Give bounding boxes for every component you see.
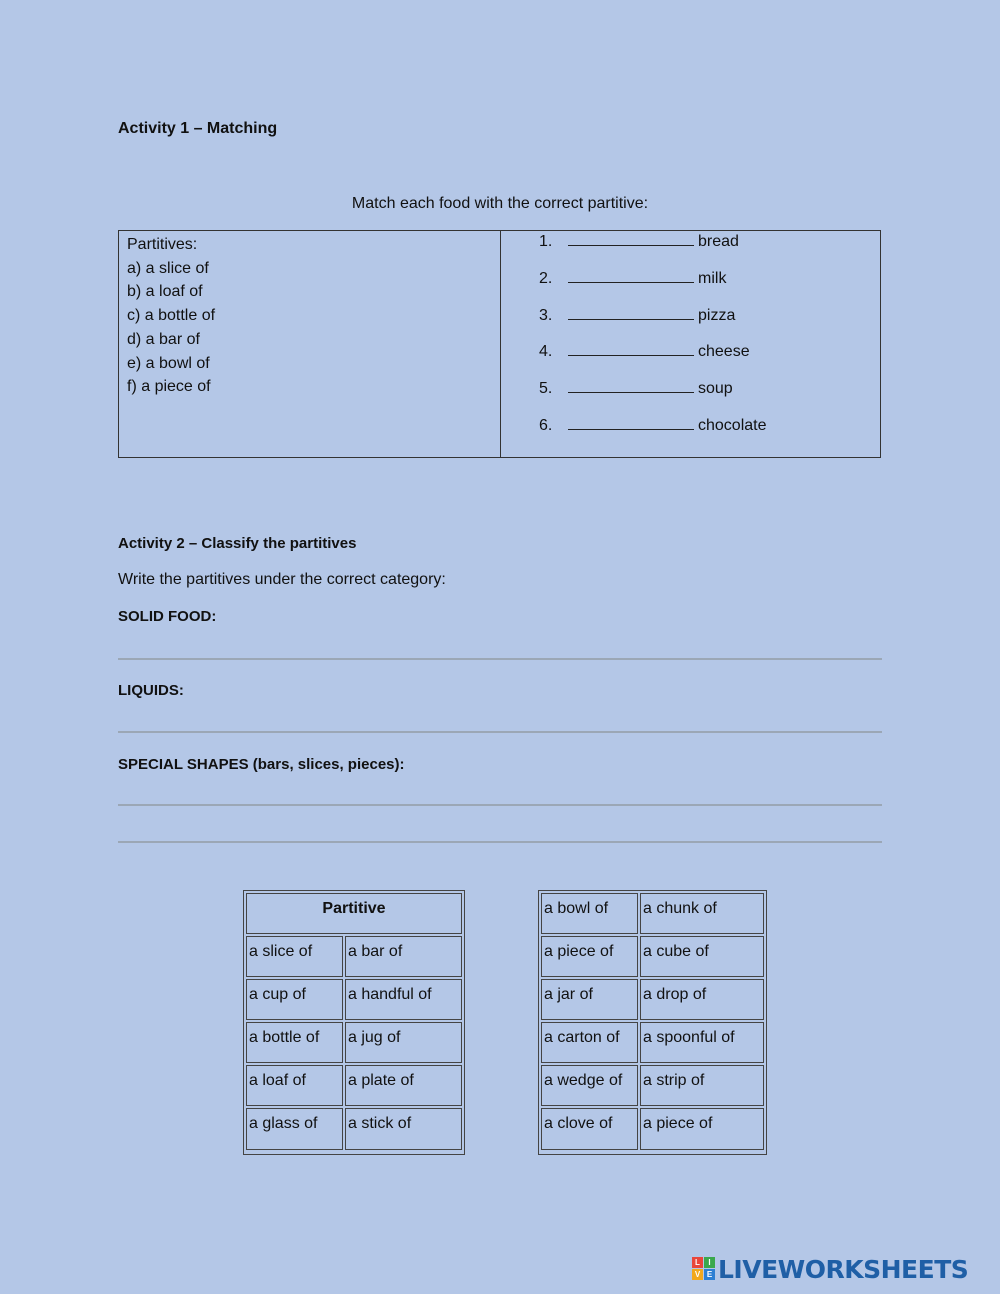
table-header: Partitive: [246, 893, 462, 934]
logo-text: LIVEWORKSHEETS: [718, 1254, 969, 1284]
answer-blank[interactable]: [568, 380, 694, 393]
partitive-table-left: [243, 890, 465, 1155]
table-cell: a handful of: [345, 979, 462, 1020]
activity1-title: Activity 1 – Matching: [118, 120, 278, 137]
matching-divider: [500, 231, 501, 457]
answer-blank[interactable]: [568, 343, 694, 356]
table-cell: a cup of: [246, 979, 343, 1020]
answer-blank[interactable]: [568, 233, 694, 246]
food-item-name: soup: [698, 380, 733, 398]
table-cell: a bar of: [345, 936, 462, 977]
food-item: [539, 343, 767, 380]
table-cell: a piece of: [640, 1108, 764, 1150]
table-cell: a chunk of: [640, 893, 764, 934]
table-cell: a bowl of: [541, 893, 638, 934]
table-cell: a spoonful of: [640, 1022, 764, 1063]
liveworksheets-logo[interactable]: [692, 1254, 968, 1284]
activity2-instruction: Write the partitives under the correct category:: [118, 571, 446, 588]
partitive-option-a: a) a slice of: [127, 259, 209, 277]
table-cell: a carton of: [541, 1022, 638, 1063]
table-cell: a piece of: [541, 936, 638, 977]
special-shapes-answer-line[interactable]: [118, 804, 882, 806]
partitive-option-b: b) a loaf of: [127, 283, 203, 301]
table-cell: a drop of: [640, 979, 764, 1020]
food-item: [539, 417, 767, 454]
partitive-option-d: d) a bar of: [127, 330, 200, 348]
foods-list: [539, 233, 767, 454]
logo-mark-letter: V: [692, 1269, 703, 1280]
food-item-number: 5.: [539, 380, 553, 398]
logo-mark-icon: [692, 1257, 716, 1281]
logo-mark-letter: I: [704, 1257, 715, 1268]
food-item-name: cheese: [698, 343, 750, 361]
special-shapes-label: SPECIAL SHAPES (bars, slices, pieces):: [118, 756, 405, 773]
food-item: [539, 307, 767, 344]
food-item-number: 6.: [539, 416, 553, 434]
partitive-option-e: e) a bowl of: [127, 354, 210, 372]
table-cell: a plate of: [345, 1065, 462, 1106]
table-cell: a clove of: [541, 1108, 638, 1150]
food-item-number: 2.: [539, 269, 553, 287]
food-item: [539, 270, 767, 307]
food-item: [539, 380, 767, 417]
table-cell: a slice of: [246, 936, 343, 977]
table-cell: a jar of: [541, 979, 638, 1020]
activity2-title: Activity 2 – Classify the partitives: [118, 535, 357, 552]
food-item: [539, 233, 767, 270]
liquids-answer-line[interactable]: [118, 731, 882, 733]
activity1-instruction: Match each food with the correct partitive:: [351, 195, 649, 212]
table-cell: a strip of: [640, 1065, 764, 1106]
food-item-name: milk: [698, 269, 727, 287]
food-item-name: pizza: [698, 306, 736, 324]
partitive-table-right: [538, 890, 767, 1155]
food-item-number: 1.: [539, 233, 553, 250]
partitives-list: [127, 233, 215, 399]
answer-blank[interactable]: [568, 270, 694, 283]
special-shapes-answer-line-2[interactable]: [118, 841, 882, 843]
food-item-number: 3.: [539, 306, 553, 324]
partitives-header: Partitives:: [127, 236, 198, 253]
logo-mark-letter: E: [704, 1269, 715, 1280]
table-cell: a glass of: [246, 1108, 343, 1150]
table-cell: a jug of: [345, 1022, 462, 1063]
food-item-name: chocolate: [698, 416, 767, 434]
table-cell: a bottle of: [246, 1022, 343, 1063]
matching-box: [118, 230, 881, 458]
logo-mark-letter: L: [692, 1257, 703, 1268]
solid-food-label: SOLID FOOD:: [118, 608, 217, 625]
table-cell: a wedge of: [541, 1065, 638, 1106]
answer-blank[interactable]: [568, 417, 694, 430]
liquids-label: LIQUIDS:: [118, 682, 184, 699]
table-cell: a cube of: [640, 936, 764, 977]
answer-blank[interactable]: [568, 307, 694, 320]
partitive-option-f: f) a piece of: [127, 378, 211, 396]
food-item-number: 4.: [539, 343, 553, 361]
food-item-name: bread: [698, 233, 739, 250]
table-cell: a loaf of: [246, 1065, 343, 1106]
solid-food-answer-line[interactable]: [118, 658, 882, 660]
partitive-option-c: c) a bottle of: [127, 307, 216, 325]
table-cell: a stick of: [345, 1108, 462, 1150]
